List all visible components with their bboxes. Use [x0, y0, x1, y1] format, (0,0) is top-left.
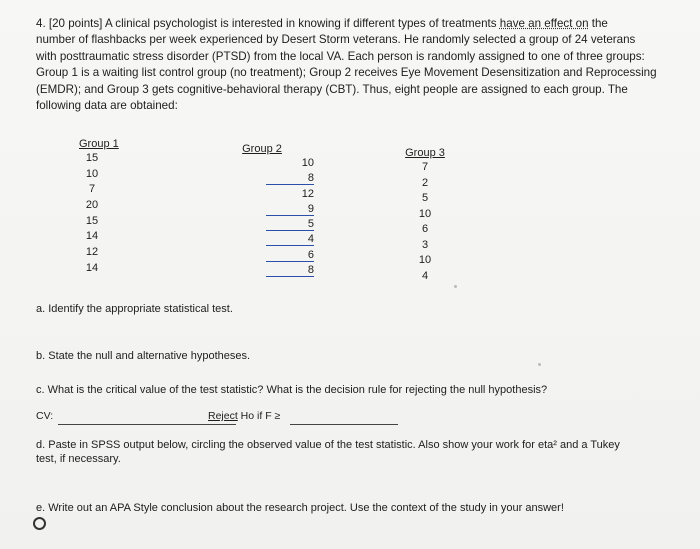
group-3-value: 2 — [421, 176, 429, 189]
group-3-header: Group 3 — [405, 147, 445, 159]
part-d-line-1: d. Paste in SPSS output below, circling the observed value of the test statistic. Also show your work for eta² and a Tukey — [36, 439, 620, 451]
intro-line-6: following data are obtained: — [36, 99, 178, 113]
group-2-value: 12 — [301, 187, 314, 200]
group-3-value: 5 — [421, 192, 429, 204]
cv-answer-blank[interactable] — [58, 424, 236, 425]
intro-line-1: 4. [20 points] A clinical psychologist is interested in knowing if different types of treatments have an effect on the — [36, 17, 608, 30]
intro-line-4: Group 1 is a waiting list control group (no treatment); Group 2 receives Eye Movement Desensitization and Reprocessing — [36, 66, 657, 80]
radio-circle-icon[interactable] — [33, 517, 46, 530]
group-1-value: 15 — [85, 214, 99, 227]
f-value-blank[interactable] — [290, 424, 398, 425]
group-1-column — [79, 137, 123, 277]
group-2-value: 5 — [210, 217, 314, 232]
reject-word: Reject — [208, 410, 238, 422]
part-d-line-2: test, if necessary. — [36, 452, 121, 465]
group-2-value: 4 — [210, 232, 314, 247]
dotted-phrase: have an effect on — [499, 17, 589, 30]
group-3-value: 4 — [421, 269, 429, 282]
group-2-value: 6 — [210, 248, 314, 263]
part-c-question: c. What is the critical value of the test statistic? What is the decision rule for rejecting the null hypothesis? — [36, 384, 548, 396]
speck-mark — [538, 363, 541, 366]
group-3-value: 6 — [421, 223, 429, 235]
group-1-header: Group 1 — [79, 138, 119, 150]
cv-label: CV: — [36, 410, 54, 422]
group-1-value: 10 — [85, 167, 99, 180]
group-2-value: 8 — [210, 263, 314, 278]
question-intro — [36, 16, 691, 114]
part-d-question — [36, 439, 666, 466]
group-1-value: 12 — [85, 246, 99, 259]
part-a-question: a. Identify the appropriate statistical test. — [36, 303, 233, 315]
group-1-value: 14 — [85, 230, 99, 243]
intro-line-5: (EMDR); and Group 3 gets cognitive-behavioral therapy (CBT). Thus, eight people are assigned to each group. The — [36, 82, 628, 96]
group-2-value: 10 — [301, 157, 314, 169]
speck-mark — [454, 285, 457, 288]
decision-rule: Reject Ho if F ≥ — [208, 410, 281, 422]
group-2-column — [210, 142, 314, 278]
intro-line-3: with posttraumatic stress disorder (PTSD) from the local VA. Each person is randomly assigned to one of three groups: — [36, 49, 645, 63]
group-2-value: 9 — [210, 202, 314, 217]
group-3-value: 10 — [418, 254, 432, 266]
group-3-column — [398, 146, 452, 284]
group-3-value: 7 — [421, 161, 429, 173]
group-1-value: 15 — [85, 152, 99, 164]
part-b-question: b. State the null and alternative hypotheses. — [36, 350, 251, 362]
group-1-value: 7 — [88, 183, 96, 196]
part-e-question: e. Write out an APA Style conclusion about the research project. Use the context of the study in your answer! — [36, 502, 564, 514]
group-2-header: Group 2 — [242, 143, 282, 155]
group-3-value: 10 — [418, 207, 432, 220]
group-2-value: 8 — [210, 171, 314, 186]
group-3-value: 3 — [421, 238, 429, 251]
intro-line-2: number of flashbacks per week experienced by Desert Storm veterans. He randomly selected a group of 24 veterans — [36, 33, 636, 47]
group-1-value: 20 — [85, 199, 99, 212]
group-1-value: 14 — [85, 261, 99, 274]
